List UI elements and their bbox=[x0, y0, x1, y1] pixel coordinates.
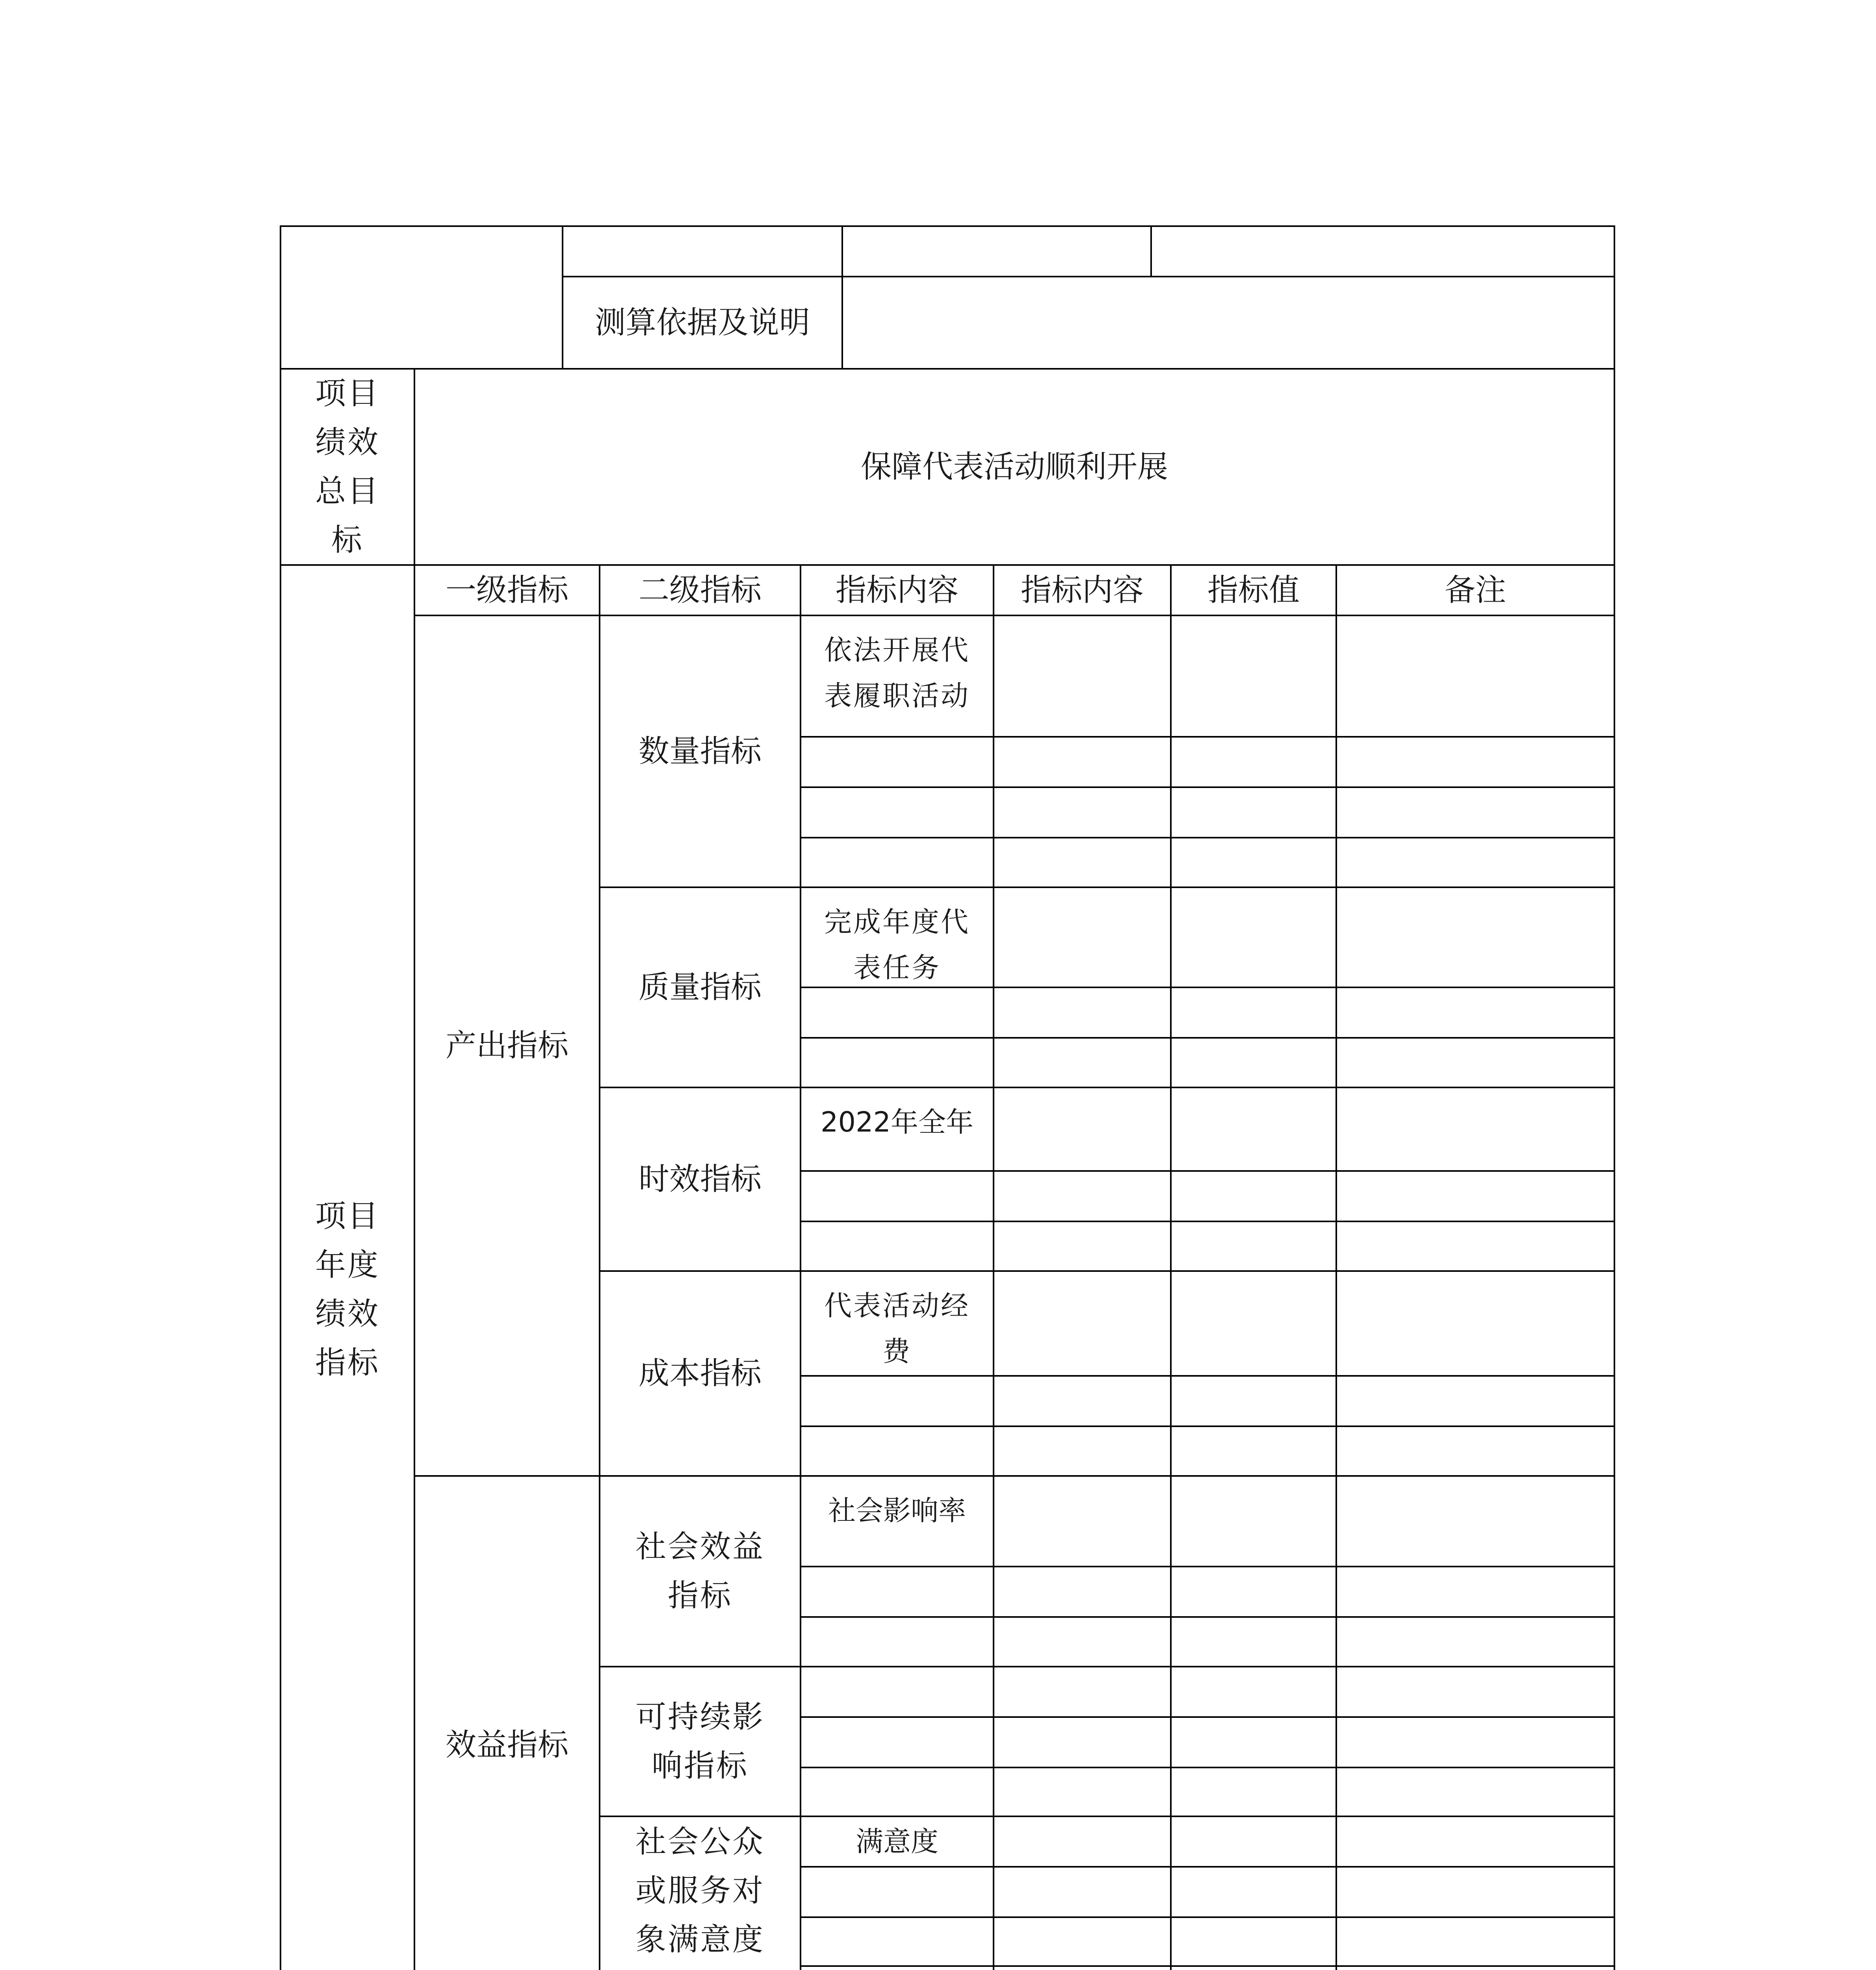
remarks-cell bbox=[1335, 1866, 1615, 1918]
indicator-content-cell bbox=[800, 1716, 994, 1768]
sustainable-impact-indicator-cell: 可持续影 响指标 bbox=[599, 1666, 801, 1817]
social-benefit-indicator-cell: 社会效益 指标 bbox=[599, 1475, 801, 1667]
indicator-content-cell bbox=[800, 837, 994, 888]
indicator-content-cell bbox=[800, 1170, 994, 1222]
indicator-content-2-cell bbox=[993, 886, 1172, 988]
indicator-content-2-cell bbox=[993, 1475, 1172, 1567]
project-goal-label: 项目 绩效 总目 标 bbox=[280, 368, 415, 566]
output-indicator-cell: 产出指标 bbox=[414, 615, 600, 1477]
remarks-cell bbox=[1335, 1087, 1615, 1172]
indicator-value-cell bbox=[1170, 1221, 1337, 1272]
indicator-content-cell bbox=[800, 1616, 994, 1667]
indicator-content-2-cell bbox=[993, 1767, 1172, 1817]
indicator-value-cell bbox=[1170, 1087, 1337, 1172]
remarks-cell bbox=[1335, 987, 1615, 1039]
indicator-content-cell bbox=[800, 1221, 994, 1272]
indicator-content-2-cell bbox=[993, 736, 1172, 788]
indicator-content-2-cell bbox=[993, 1566, 1172, 1618]
remarks-cell bbox=[1335, 1566, 1615, 1618]
indicator-content-2-cell bbox=[993, 987, 1172, 1039]
indicator-content-cell bbox=[800, 1866, 994, 1918]
remarks-cell bbox=[1335, 1221, 1615, 1272]
indicator-content-2-cell bbox=[993, 1616, 1172, 1667]
indicator-content-2-cell bbox=[993, 1866, 1172, 1918]
indicator-content-cell bbox=[800, 987, 994, 1039]
header-indicator-content-2: 指标内容 bbox=[993, 564, 1172, 616]
remarks-cell bbox=[1335, 837, 1615, 888]
remarks-cell bbox=[1335, 1716, 1615, 1768]
indicator-content-cell bbox=[800, 1965, 994, 1970]
header-indicator-value: 指标值 bbox=[1170, 564, 1337, 616]
remarks-cell bbox=[1335, 786, 1615, 838]
indicator-content-2-cell bbox=[993, 1221, 1172, 1272]
remarks-cell bbox=[1335, 1475, 1615, 1567]
indicator-value-cell bbox=[1170, 1475, 1337, 1567]
indicator-content-cell: 依法开展代 表履职活动 bbox=[800, 615, 994, 738]
budget-row-cell bbox=[1150, 225, 1615, 277]
indicator-value-cell bbox=[1170, 1270, 1337, 1377]
indicator-value-cell bbox=[1170, 615, 1337, 738]
indicator-content-cell: 2022年全年 bbox=[800, 1087, 994, 1172]
indicator-content-cell: 代表活动经 费 bbox=[800, 1270, 994, 1377]
quantity-indicator-cell: 数量指标 bbox=[599, 615, 801, 888]
indicator-value-cell bbox=[1170, 837, 1337, 888]
indicator-value-cell bbox=[1170, 736, 1337, 788]
indicator-value-cell bbox=[1170, 1037, 1337, 1088]
remarks-cell bbox=[1335, 1170, 1615, 1222]
remarks-cell bbox=[1335, 1816, 1615, 1868]
indicator-content-2-cell bbox=[993, 1037, 1172, 1088]
header-level2-indicator: 二级指标 bbox=[599, 564, 801, 616]
indicator-value-cell bbox=[1170, 1716, 1337, 1768]
remarks-cell bbox=[1335, 1616, 1615, 1667]
header-remarks: 备注 bbox=[1335, 564, 1615, 616]
indicator-content-cell bbox=[800, 786, 994, 838]
benefit-indicator-cell: 效益指标 bbox=[414, 1475, 600, 1970]
indicator-content-cell bbox=[800, 1916, 994, 1967]
indicator-content-2-cell bbox=[993, 1816, 1172, 1868]
indicator-content-2-cell bbox=[993, 1425, 1172, 1477]
indicator-value-cell bbox=[1170, 1170, 1337, 1222]
indicator-content-2-cell bbox=[993, 1716, 1172, 1768]
remarks-cell bbox=[1335, 1425, 1615, 1477]
remarks-cell bbox=[1335, 1375, 1615, 1427]
remarks-cell bbox=[1335, 1037, 1615, 1088]
budget-row-cell bbox=[562, 225, 843, 277]
indicator-value-cell bbox=[1170, 1566, 1337, 1618]
indicator-content-cell: 完成年度代 表任务 bbox=[800, 886, 994, 988]
header-indicator-content: 指标内容 bbox=[800, 564, 994, 616]
indicator-value-cell bbox=[1170, 1965, 1337, 1970]
indicator-content-cell bbox=[800, 1375, 994, 1427]
indicator-content-2-cell bbox=[993, 837, 1172, 888]
indicator-content-2-cell bbox=[993, 1375, 1172, 1427]
indicator-value-cell bbox=[1170, 1767, 1337, 1817]
remarks-cell bbox=[1335, 1767, 1615, 1817]
annual-indicator-label: 项目 年度 绩效 指标 bbox=[280, 564, 415, 1970]
indicator-value-cell bbox=[1170, 1666, 1337, 1718]
indicator-content-2-cell bbox=[993, 1087, 1172, 1172]
remarks-cell bbox=[1335, 1965, 1615, 1970]
indicator-content-2-cell bbox=[993, 1270, 1172, 1377]
indicator-content-cell: 社会影响率 bbox=[800, 1475, 994, 1567]
budget-section-blank-label bbox=[280, 225, 563, 370]
indicator-content-cell bbox=[800, 736, 994, 788]
indicator-value-cell bbox=[1170, 1375, 1337, 1427]
budget-row-cell bbox=[841, 225, 1152, 277]
indicator-content-cell bbox=[800, 1425, 994, 1477]
measurement-basis-value bbox=[841, 276, 1615, 370]
indicator-content-2-cell bbox=[993, 786, 1172, 838]
header-level1-indicator: 一级指标 bbox=[414, 564, 600, 616]
remarks-cell bbox=[1335, 1270, 1615, 1377]
indicator-content-2-cell bbox=[993, 1965, 1172, 1970]
indicator-value-cell bbox=[1170, 1616, 1337, 1667]
remarks-cell bbox=[1335, 615, 1615, 738]
project-goal-text: 保障代表活动顺利开展 bbox=[414, 368, 1615, 566]
indicator-content-2-cell bbox=[993, 1916, 1172, 1967]
indicator-value-cell bbox=[1170, 1816, 1337, 1868]
indicator-content-cell bbox=[800, 1666, 994, 1718]
remarks-cell bbox=[1335, 1666, 1615, 1718]
indicator-value-cell bbox=[1170, 886, 1337, 988]
indicator-value-cell bbox=[1170, 1425, 1337, 1477]
indicator-content-2-cell bbox=[993, 1170, 1172, 1222]
indicator-content-cell: 满意度 bbox=[800, 1816, 994, 1868]
timeliness-indicator-cell: 时效指标 bbox=[599, 1087, 801, 1272]
indicator-content-2-cell bbox=[993, 615, 1172, 738]
indicator-content-cell bbox=[800, 1566, 994, 1618]
indicator-value-cell bbox=[1170, 987, 1337, 1039]
quality-indicator-cell: 质量指标 bbox=[599, 886, 801, 1088]
measurement-basis-label: 测算依据及说明 bbox=[562, 276, 843, 370]
satisfaction-indicator-cell: 社会公众 或服务对 象满意度 bbox=[599, 1816, 801, 1970]
indicator-value-cell bbox=[1170, 786, 1337, 838]
indicator-content-2-cell bbox=[993, 1666, 1172, 1718]
indicator-value-cell bbox=[1170, 1916, 1337, 1967]
remarks-cell bbox=[1335, 886, 1615, 988]
indicator-content-cell bbox=[800, 1037, 994, 1088]
remarks-cell bbox=[1335, 736, 1615, 788]
indicator-value-cell bbox=[1170, 1866, 1337, 1918]
cost-indicator-cell: 成本指标 bbox=[599, 1270, 801, 1477]
indicator-content-cell bbox=[800, 1767, 994, 1817]
remarks-cell bbox=[1335, 1916, 1615, 1967]
